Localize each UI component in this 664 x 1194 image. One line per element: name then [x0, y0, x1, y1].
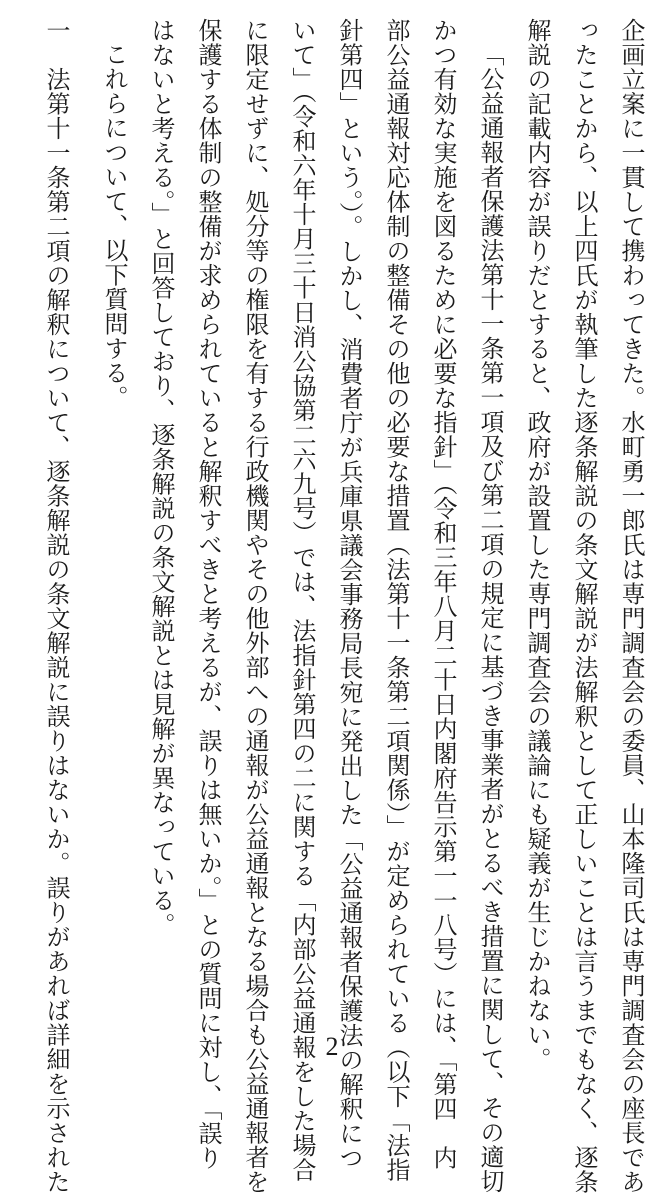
- text-column-11: はないと考える。」と回答しており、逐条解説の条文解説とは見解が異なっている。: [147, 18, 175, 937]
- text-column-13: 一 法第十一条第二項の解釈について、逐条解説の条文解説に誤りはないか。誤りがあれば詳細を示された: [42, 18, 70, 1194]
- text-column-9: に限定せずに、処分等の権限を有する行政機関やその他外部への通報が公益通報となる場合も公益通報者を: [241, 18, 269, 1194]
- text-column-5: かつ有効な実施を図るために必要な指針」（令和三年八月二十日内閣府告示第一一八号）には、「第四 内: [429, 18, 457, 1170]
- text-column-4: 「公益通報者保護法第十一条第一項及び第二項の規定に基づき事業者がとるべき措置に関して、その適切: [476, 42, 504, 1194]
- text-column-7: 針第四」という。）。しかし、消費者庁が兵庫県議会事務局長宛に発出した「公益通報者保護法の解釈につ: [335, 18, 363, 1170]
- text-column-3: 解説の記載内容が誤りだとすると、政府が設置した専門調査会の議論にも疑義が生じかねない。: [523, 18, 551, 1072]
- text-column-8: いて」（令和六年十月三十日消公協第二六九号）では、法指針第四の二に関する「内部公益通報をした場合: [288, 18, 316, 1182]
- text-column-10: 保護する体制の整備が求められていると解釈すべきと考えるが、誤りは無いか。」との質問に対し、「誤り: [194, 18, 222, 1170]
- text-column-12: これらについて、以下質問する。: [100, 42, 128, 410]
- text-column-2: ったことから、以上四氏が執筆した逐条解説の条文解説が法解釈として正しいことは言うまでもなく、逐条: [570, 18, 598, 1194]
- page-number: 2: [325, 1032, 339, 1061]
- text-column-6: 部公益通報対応体制の整備その他の必要な措置（法第十一条第二項関係）」が定められている（以下「法指: [382, 18, 410, 1182]
- text-column-1: 企画立案に一貫して携わってきた。水町勇一郎氏は専門調査会の委員、山本隆司氏は専門調査会の座長であ: [617, 18, 645, 1194]
